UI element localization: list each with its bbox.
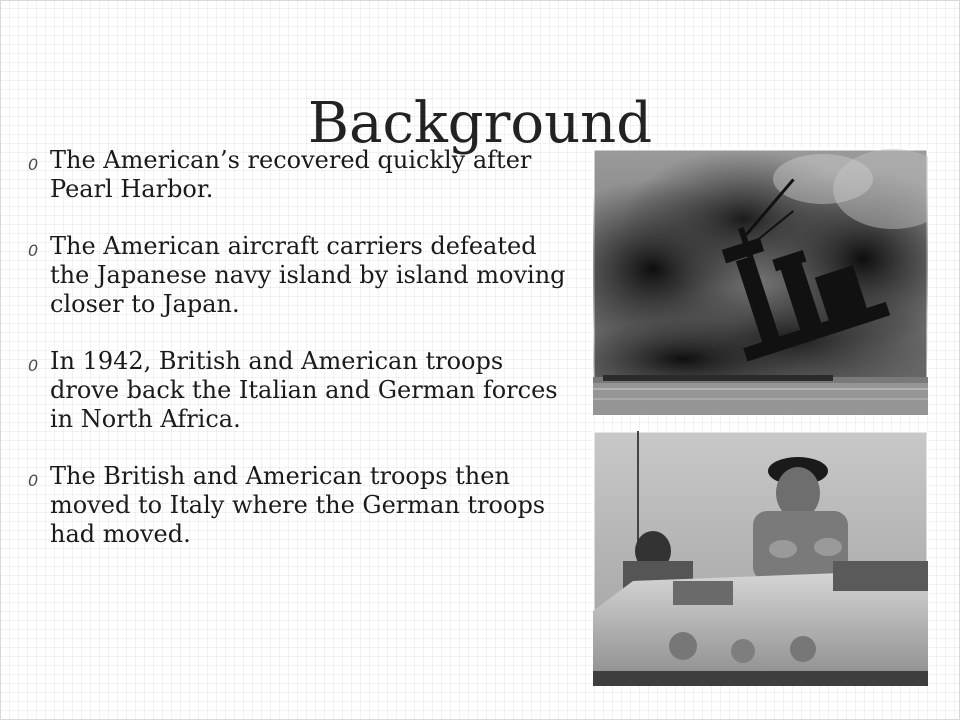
bullet-marker: 0 [28, 241, 39, 260]
bullet-text: In 1942, British and American troops drove back the Italian and German forces in North Africa. [50, 347, 558, 433]
bullet-marker: 0 [28, 155, 39, 174]
bullet-item [28, 347, 573, 434]
bullet-item [28, 232, 573, 319]
bullet-text: The British and American troops then moved to Italy where the German troops had moved. [50, 462, 546, 548]
bullet-marker: 0 [28, 471, 39, 490]
bullet-text: The American’s recovered quickly after Pearl Harbor. [50, 146, 532, 203]
officer-in-tank-photo [593, 431, 928, 686]
bullet-list [28, 146, 573, 577]
bullet-item [28, 462, 573, 549]
bullet-text: The American aircraft carriers defeated the Japanese navy island by island moving closer to Japan. [50, 232, 566, 318]
battleship-illustration [593, 149, 928, 415]
bullet-marker: 0 [28, 356, 39, 375]
burning-battleship-photo [593, 149, 928, 415]
slide-title: Background [307, 91, 653, 156]
tank-illustration [593, 431, 928, 686]
